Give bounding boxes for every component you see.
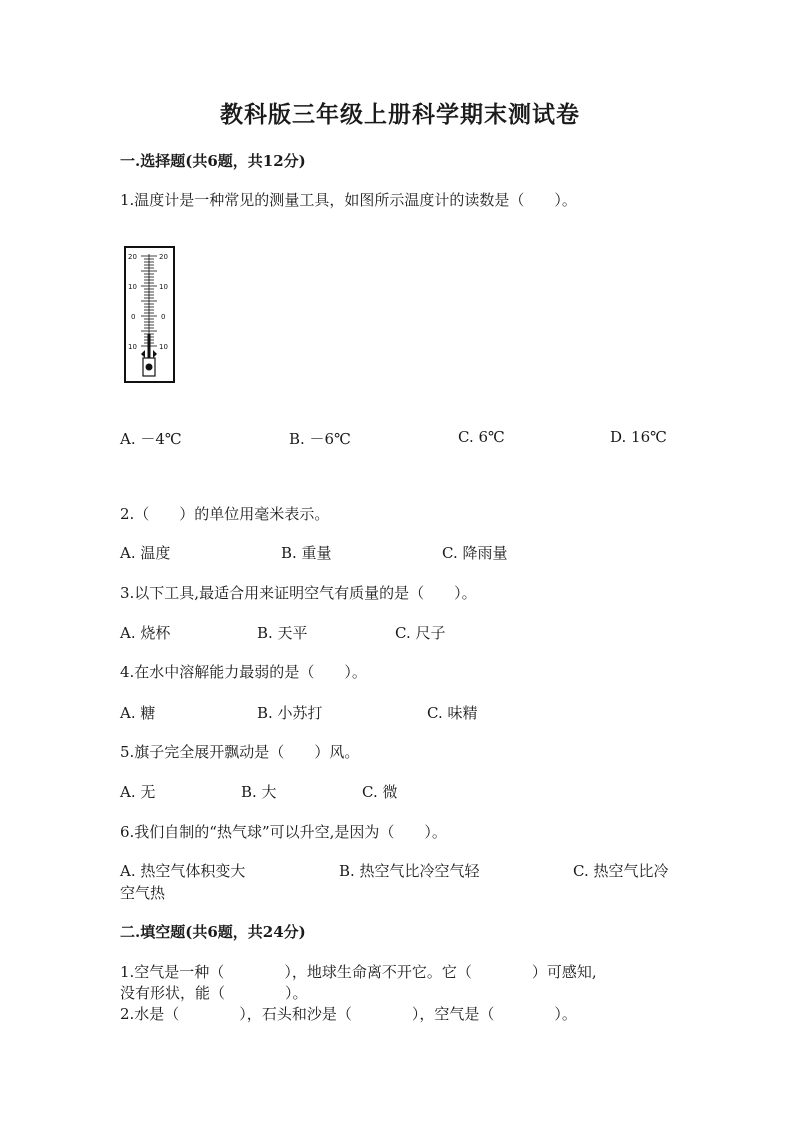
scale-label-0-right: 0 bbox=[161, 313, 166, 321]
question-4-stem: 4.在水中溶解能力最弱的是（ ）。 bbox=[120, 663, 367, 681]
question-1-stem: 1.温度计是一种常见的测量工具，如图所示温度计的读数是（ ）。 bbox=[120, 191, 577, 209]
q2-option-b: B. 重量 bbox=[281, 544, 332, 562]
q1-option-b: B. －6℃ bbox=[289, 430, 351, 448]
q2-option-a: A. 温度 bbox=[120, 544, 171, 562]
question-5-stem: 5.旗子完全展开飘动是（ ）风。 bbox=[120, 743, 360, 761]
thermometer-bulb bbox=[146, 364, 153, 371]
section-heading-choice: 一.选择题(共6题，共12分) bbox=[120, 152, 306, 170]
section-heading-fill: 二.填空题(共6题，共24分) bbox=[120, 923, 306, 941]
liquid-column bbox=[148, 334, 151, 358]
q1-option-c: C. 6℃ bbox=[458, 428, 505, 446]
fill-question-1-line-2: 没有形状，能（ ）。 bbox=[120, 984, 308, 1002]
scale-label-20-left: 20 bbox=[128, 253, 137, 261]
q5-option-b: B. 大 bbox=[241, 783, 277, 801]
scale-label-10-left: 10 bbox=[128, 283, 137, 291]
question-3-stem: 3.以下工具,最适合用来证明空气有质量的是（ ）。 bbox=[120, 584, 477, 602]
q6-option-c-continued: 空气热 bbox=[120, 884, 166, 902]
q2-option-c: C. 降雨量 bbox=[442, 544, 508, 562]
q4-option-b: B. 小苏打 bbox=[257, 704, 323, 722]
q4-option-a: A. 糖 bbox=[120, 704, 156, 722]
fill-question-1-line-1: 1.空气是一种（ ），地球生命离不开它。它（ ）可感知, bbox=[120, 963, 597, 981]
fill-question-2: 2.水是（ ），石头和沙是（ ），空气是（ ）。 bbox=[120, 1005, 577, 1023]
scale-label-20-right: 20 bbox=[159, 253, 168, 261]
q5-option-a: A. 无 bbox=[120, 783, 156, 801]
q1-option-a: A. －4℃ bbox=[120, 430, 182, 448]
question-2-stem: 2.（ ）的单位用毫米表示。 bbox=[120, 505, 330, 523]
q3-option-c: C. 尺子 bbox=[395, 624, 446, 642]
scale-label-neg10-left: 10 bbox=[128, 343, 137, 351]
scale-label-neg10-right: 10 bbox=[159, 343, 168, 351]
thermometer-figure bbox=[124, 246, 176, 386]
q6-option-c: C. 热空气比冷 bbox=[573, 862, 669, 880]
page-title: 教科版三年级上册科学期末测试卷 bbox=[220, 101, 580, 128]
q6-option-b: B. 热空气比冷空气轻 bbox=[339, 862, 480, 880]
q6-option-a: A. 热空气体积变大 bbox=[120, 862, 246, 880]
q1-option-d: D. 16℃ bbox=[610, 428, 667, 446]
question-6-stem: 6.我们自制的“热气球”可以升空,是因为（ ）。 bbox=[120, 823, 447, 841]
scale-label-0-left: 0 bbox=[131, 313, 136, 321]
q4-option-c: C. 味精 bbox=[427, 704, 478, 722]
q3-option-b: B. 天平 bbox=[257, 624, 308, 642]
scale-label-10-right: 10 bbox=[159, 283, 168, 291]
q3-option-a: A. 烧杯 bbox=[120, 624, 171, 642]
q5-option-c: C. 微 bbox=[362, 783, 398, 801]
